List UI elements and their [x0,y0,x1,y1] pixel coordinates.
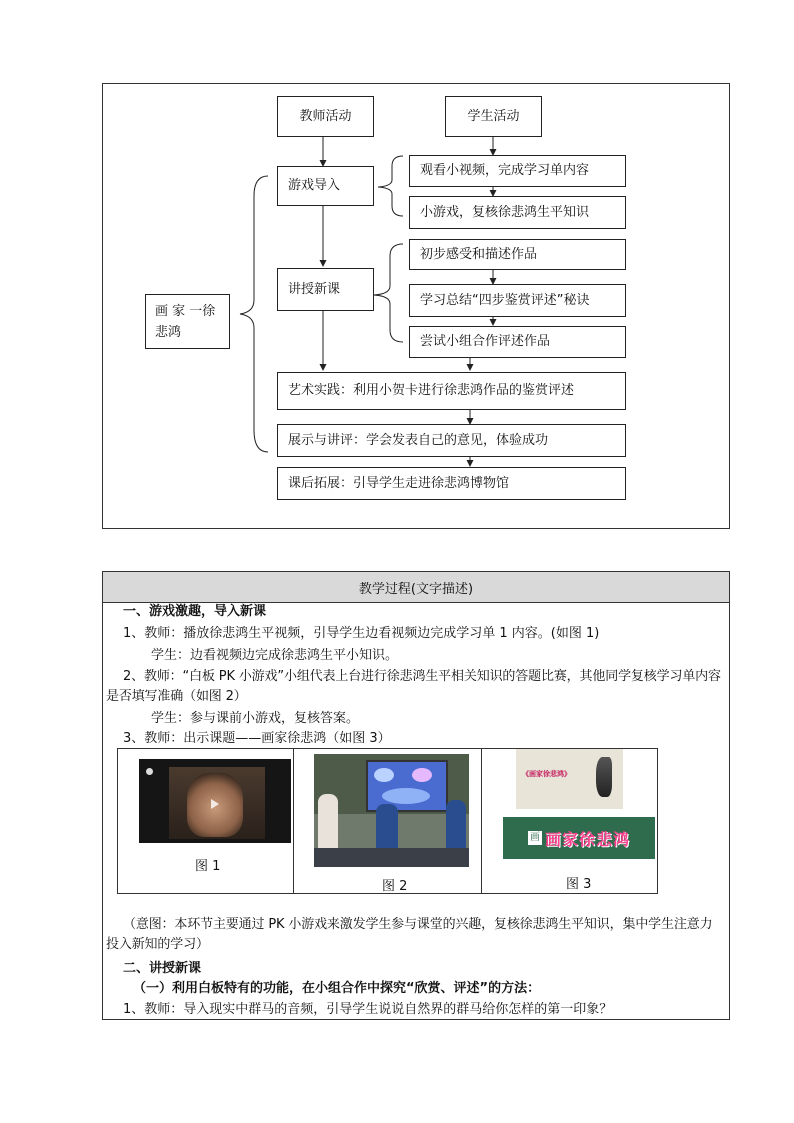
student-activity-box: 学生活动 [445,96,542,137]
line-1-student: 学生：边看视频边完成徐悲鸿生平小知识。 [151,648,399,663]
line-1: 1、教师：播放徐悲鸿生平视频，引导学生边看视频边完成学习单 1 内容。(如图 1) [123,626,600,641]
process-header: 教学过程(文字描述) [103,572,729,603]
fig3-slide-title: 《画家徐悲鸿》 [522,770,571,778]
figure-1-image [139,759,291,843]
extension-box: 课后拓展：引导学生走进徐悲鸿博物馆 [277,467,626,500]
section2-title: 二、讲授新课 [123,961,202,976]
student-step-1: 观看小视频，完成学习单内容 [409,155,626,187]
whiteboard [366,760,448,812]
student-step-4: 学习总结“四步鉴赏评述”秘诀 [409,284,626,317]
line-2: 2、教师：“白板 PK 小游戏”小组代表上台进行徐悲鸿生平相关知识的答题比赛，其他同学复核学习单内容是否填写准确（如图 2） [106,669,721,704]
art-practice-box: 艺术实践：利用小贺卡进行徐悲鸿作品的鉴赏评述 [277,372,626,410]
presentation-box: 展示与讲评：学会发表自己的意见，体验成功 [277,424,626,457]
teacher-activity-box: 教师活动 [277,96,374,137]
logo-icon [146,768,153,775]
line-2-student: 学生：参与课前小游戏，复核答案。 [151,711,360,726]
teacher-figure [318,794,338,849]
play-icon [211,799,219,809]
figure-2-image [314,754,469,867]
stage-game-box: 游戏导入 [277,166,374,206]
figure-3-caption: 图 3 [566,877,592,892]
student-step-5: 尝试小组合作评述作品 [409,326,626,358]
line-4: 1、教师：导入现实中群马的音频，引导学生说说自然界的群马给你怎样的第一印象？ [123,1002,613,1017]
figure-1-cell [118,749,294,893]
topic-box: 画 家 一徐悲鸿 [145,294,230,349]
section1-title: 一、游戏激趣，导入新课 [123,604,267,619]
figure-3-cell [482,749,657,893]
figure-2-cell [294,749,482,893]
student-step-3: 初步感受和描述作品 [409,239,626,270]
banner-title: 画家徐悲鸿 [544,829,630,849]
figure-3-banner [503,817,655,859]
intent-note: （意图：本环节主要通过 PK 小游戏来激发学生参与课堂的兴趣，复核徐悲鸿生平知识，集中学生注意力投入新知的学习） [106,917,713,952]
figure-2-caption: 图 2 [382,879,408,894]
figure-3-slide [516,749,623,809]
horse-icon [596,757,612,797]
stage-new-lesson-box: 讲授新课 [277,268,374,311]
student-figure [446,800,466,852]
student-step-2: 小游戏，复核徐悲鸿生平知识 [409,196,626,229]
subsection-1: （一）利用白板特有的功能，在小组合作中探究“欣赏、评述”的方法： [133,981,541,996]
student-figure [376,804,398,854]
figure-table [117,748,658,894]
banner-icon: 画 [529,832,540,843]
figure-1-caption: 图 1 [195,859,221,874]
line-3: 3、教师：出示课题——画家徐悲鸿（如图 3） [123,731,391,746]
